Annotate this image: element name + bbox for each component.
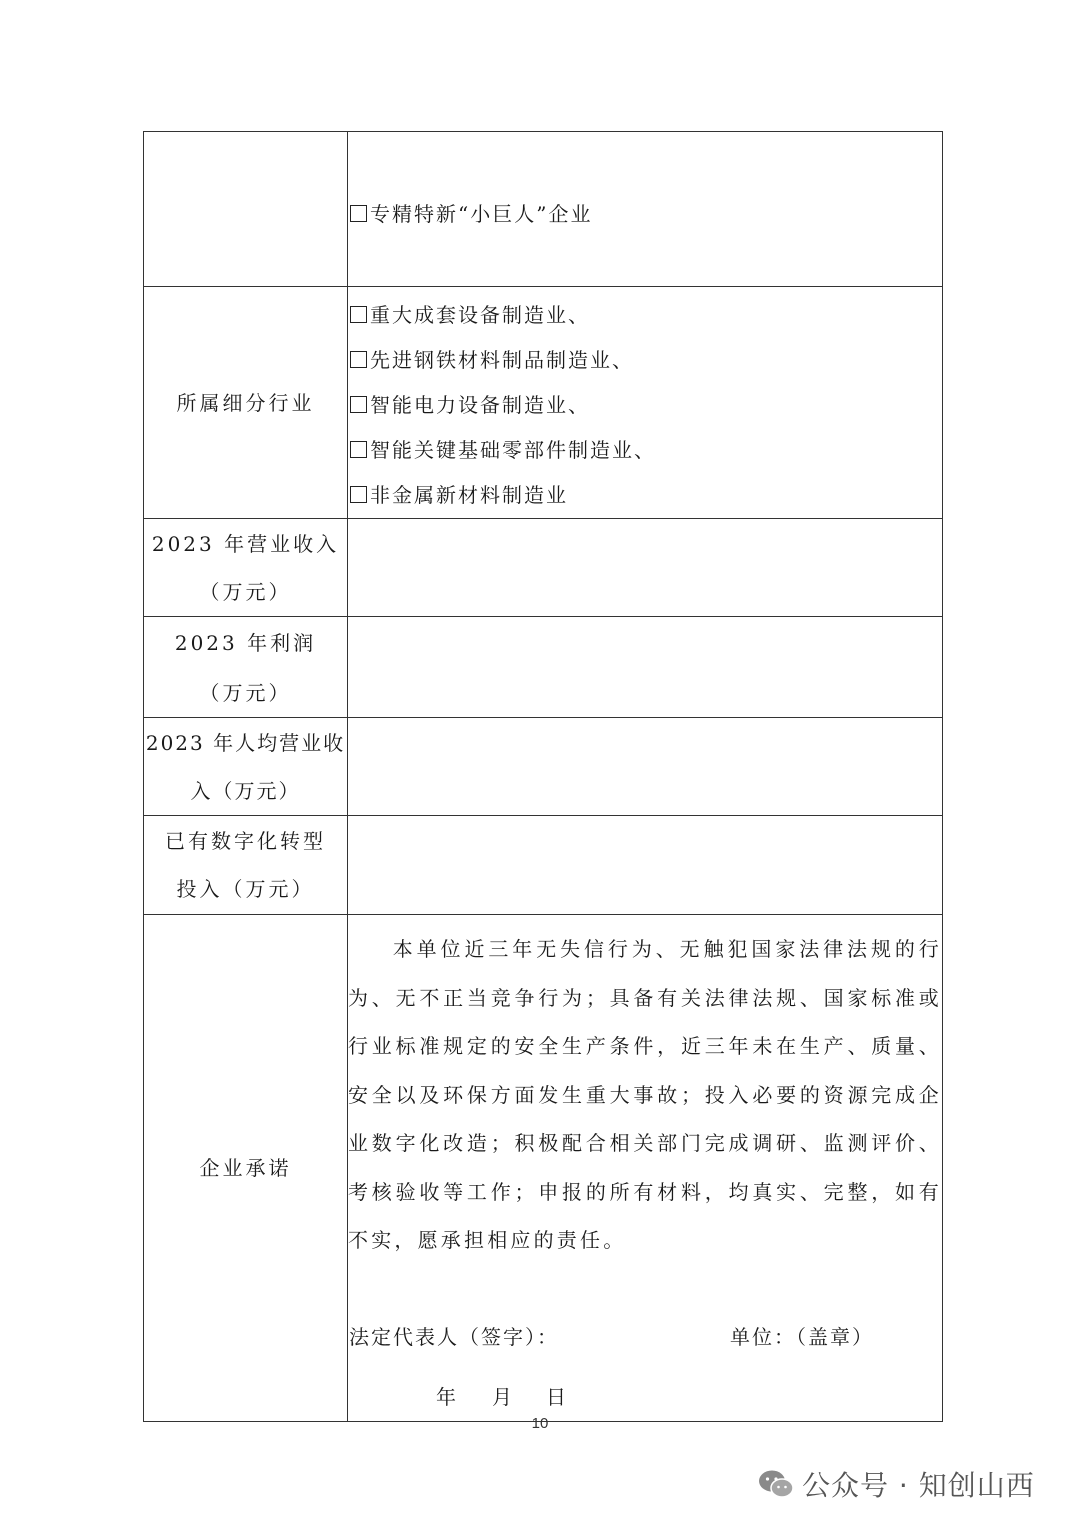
checkbox-option[interactable]: 非金属新材料制造业 [348, 473, 942, 518]
date-day: 日 [546, 1384, 566, 1409]
unit-seal[interactable]: 单位：（盖章） [730, 1324, 874, 1349]
checkbox-option[interactable]: 重大成套设备制造业、 [348, 293, 942, 338]
profit-value[interactable] [348, 617, 943, 718]
digital-investment-value[interactable] [348, 816, 943, 915]
pledge-cell [348, 915, 943, 1422]
per-capita-revenue-label: 2023 年人均营业收 入（万元） [144, 718, 348, 816]
checkbox-icon[interactable] [350, 351, 367, 368]
pledge-label: 企业承诺 [144, 915, 348, 1422]
empty-label-cell [144, 132, 348, 287]
qualification-options-cell [348, 132, 943, 287]
checkbox-icon[interactable] [350, 205, 367, 222]
date-month: 月 [492, 1384, 512, 1409]
profit-label: 2023 年利润 （万元） [144, 617, 348, 718]
checkbox-icon[interactable] [350, 306, 367, 323]
table-row [144, 519, 943, 617]
industry-label: 所属细分行业 [144, 287, 348, 519]
checkbox-option[interactable]: 智能关键基础零部件制造业、 [348, 428, 942, 473]
table-row [144, 287, 943, 519]
revenue-value[interactable] [348, 519, 943, 617]
table-row [144, 816, 943, 915]
table-row [144, 915, 943, 1422]
table-row [144, 617, 943, 718]
revenue-label: 2023 年营业收入 （万元） [144, 519, 348, 617]
table-row [144, 132, 943, 287]
per-capita-revenue-value[interactable] [348, 718, 943, 816]
table-row [144, 718, 943, 816]
page-number: 10 [531, 1415, 549, 1432]
wechat-icon [758, 1469, 794, 1499]
legal-rep-signature[interactable]: 法定代表人（签字）： [349, 1324, 559, 1349]
checkbox-icon[interactable] [350, 396, 367, 413]
pledge-text: 本单位近三年无失信行为、无触犯国家法律法规的行为、无不正当竞争行为；具备有关法律法规、国家标准或行业标准规定的安全生产条件，近三年未在生产、质量、安全以及环保方面发生重大事故；投入必要的资源完成企业数字化改造；积极配合相关部门完成调研、监测评价、考核验收等工作；申报的所有材料，均真实、完整，如有不实，愿承担相应的责任。 [348, 937, 942, 1252]
industry-options-cell [348, 287, 943, 519]
signature-line [348, 1321, 942, 1381]
checkbox-option[interactable]: 先进钢铁材料制品制造业、 [348, 338, 942, 383]
watermark [758, 1462, 1035, 1506]
date-year: 年 [436, 1384, 456, 1409]
checkbox-icon[interactable] [350, 486, 367, 503]
checkbox-option[interactable]: 专精特新“小巨人”企业 [348, 192, 942, 237]
watermark-text: 公众号 · 知创山西 [802, 1469, 1035, 1502]
application-form-table [143, 131, 943, 1422]
digital-investment-label: 已有数字化转型 投入（万元） [144, 816, 348, 915]
checkbox-icon[interactable] [350, 441, 367, 458]
checkbox-option[interactable]: 智能电力设备制造业、 [348, 383, 942, 428]
